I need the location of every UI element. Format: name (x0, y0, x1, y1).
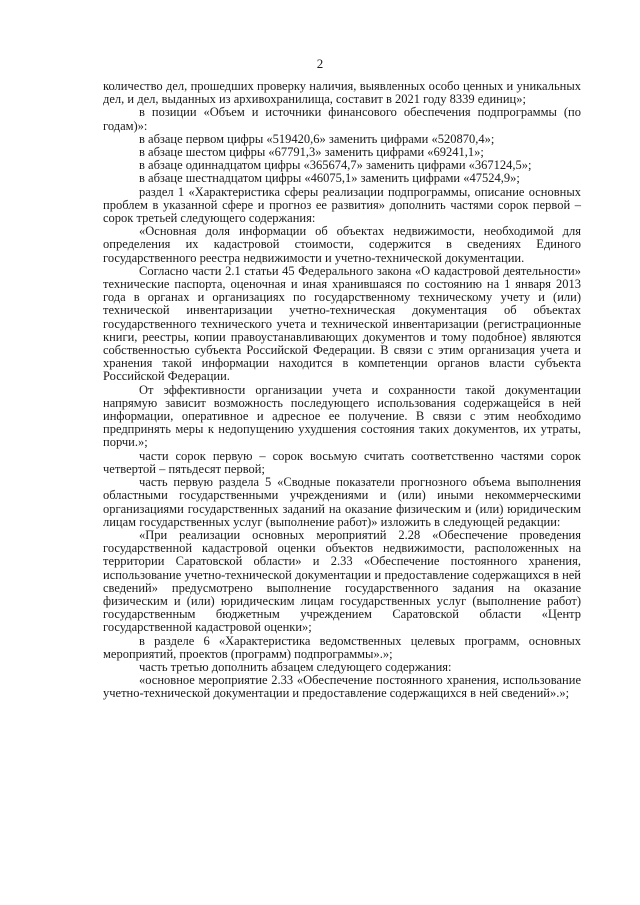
paragraph: в абзаце одиннадцатом цифры «365674,7» заменить цифрами «367124,5»; (139, 158, 532, 173)
paragraph: количество дел, прошедших проверку наличия, выявленных особо ценных и уникальных дел, и дел, выданных из архивохранилища, составит в 2021 году 8339 единиц»; (103, 79, 581, 107)
paragraph: часть первую раздела 5 «Сводные показатели прогнозного объема выполнения областными государственными учреждениями и (или) иными некоммерческими организациями государственных заданий на оказание физическим и (или) юридическим лицам государственных услуг (выполнение работ)» изложить в следующей редакции: (103, 475, 581, 529)
paragraph: в разделе 6 «Характеристика ведомственных целевых программ, основных мероприятий, проектов (программ) подпрограммы».»; (103, 633, 581, 661)
paragraph: От эффективности организации учета и сохранности такой документации напрямую зависит возможность последующего использования содержащейся в ней информации, оперативное и адресное ее получение. В связи с этим необходимо предпринять меры к недопущению ухудшения состояния таких документов, их утраты, порчи.»; (103, 382, 581, 450)
paragraph: часть третью дополнить абзацем следующего содержания: (139, 659, 452, 674)
paragraph: раздел 1 «Характеристика сферы реализации подпрограммы, описание основных проблем в указанной сфере и прогноз ее развития» дополнить частями сорок первой – сорок третьей следующего содержания: (103, 184, 581, 226)
paragraph: «основное мероприятие 2.33 «Обеспечение постоянного хранения, использование учетно-технической документации и предоставление содержащихся в ней сведений».»; (103, 673, 581, 701)
paragraph: части сорок первую – сорок восьмую считать соответственно частями сорок четвертой – пятьдесят первой; (103, 448, 581, 476)
paragraph: Согласно части 2.1 статьи 45 Федерального закона «О кадастровой деятельности» технические паспорта, оценочная и иная хранившаяся по состоянию на 1 января 2013 года в органах и организациях по государственному техническому учету и (или) технической инвентаризации учетно-техническая документация об объектах государственного технического учета и технической инвентаризации (регистрационные книги, реестры, копии правоустанавливающих документов и тому подобное) являются собственностью субъекта Российской Федерации. В связи с этим организация учета и хранения такой информации находится в компетенции органов власти субъекта Российской Федерации. (103, 263, 581, 384)
paragraph: в абзаце первом цифры «519420,6» заменить цифрами «520870,4»; (139, 131, 495, 146)
page-number: 2 (316, 56, 324, 71)
paragraph: в позиции «Объем и источники финансового обеспечения подпрограммы (по годам)»: (103, 105, 581, 133)
paragraph: в абзаце шестом цифры «67791,3» заменить цифрами «69241,1»; (139, 145, 484, 160)
paragraph: в абзаце шестнадцатом цифры «46075,1» заменить цифрами «47524,9»; (139, 171, 520, 186)
paragraph: «Основная доля информации об объектах недвижимости, необходимой для определения их кадастровой стоимости, содержится в сведениях Единого государственного реестра недвижимости и учетно-технической документации. (103, 224, 581, 265)
document-body (103, 80, 581, 701)
paragraph: «При реализации основных мероприятий 2.28 «Обеспечение проведения государственной кадастровой оценки объектов недвижимости, расположенных на территории Саратовской области» и 2.33 «Обеспечение постоянного хранения, использование учетно-технической документации и предоставление содержащихся в ней сведений» предусмотрено выполнение государственного задания на оказание физическим и (или) юридическим лицам государственных услуг (выполнение работ) государственным бюджетным учреждением Саратовской области «Центр государственной кадастровой оценки»; (103, 527, 581, 635)
